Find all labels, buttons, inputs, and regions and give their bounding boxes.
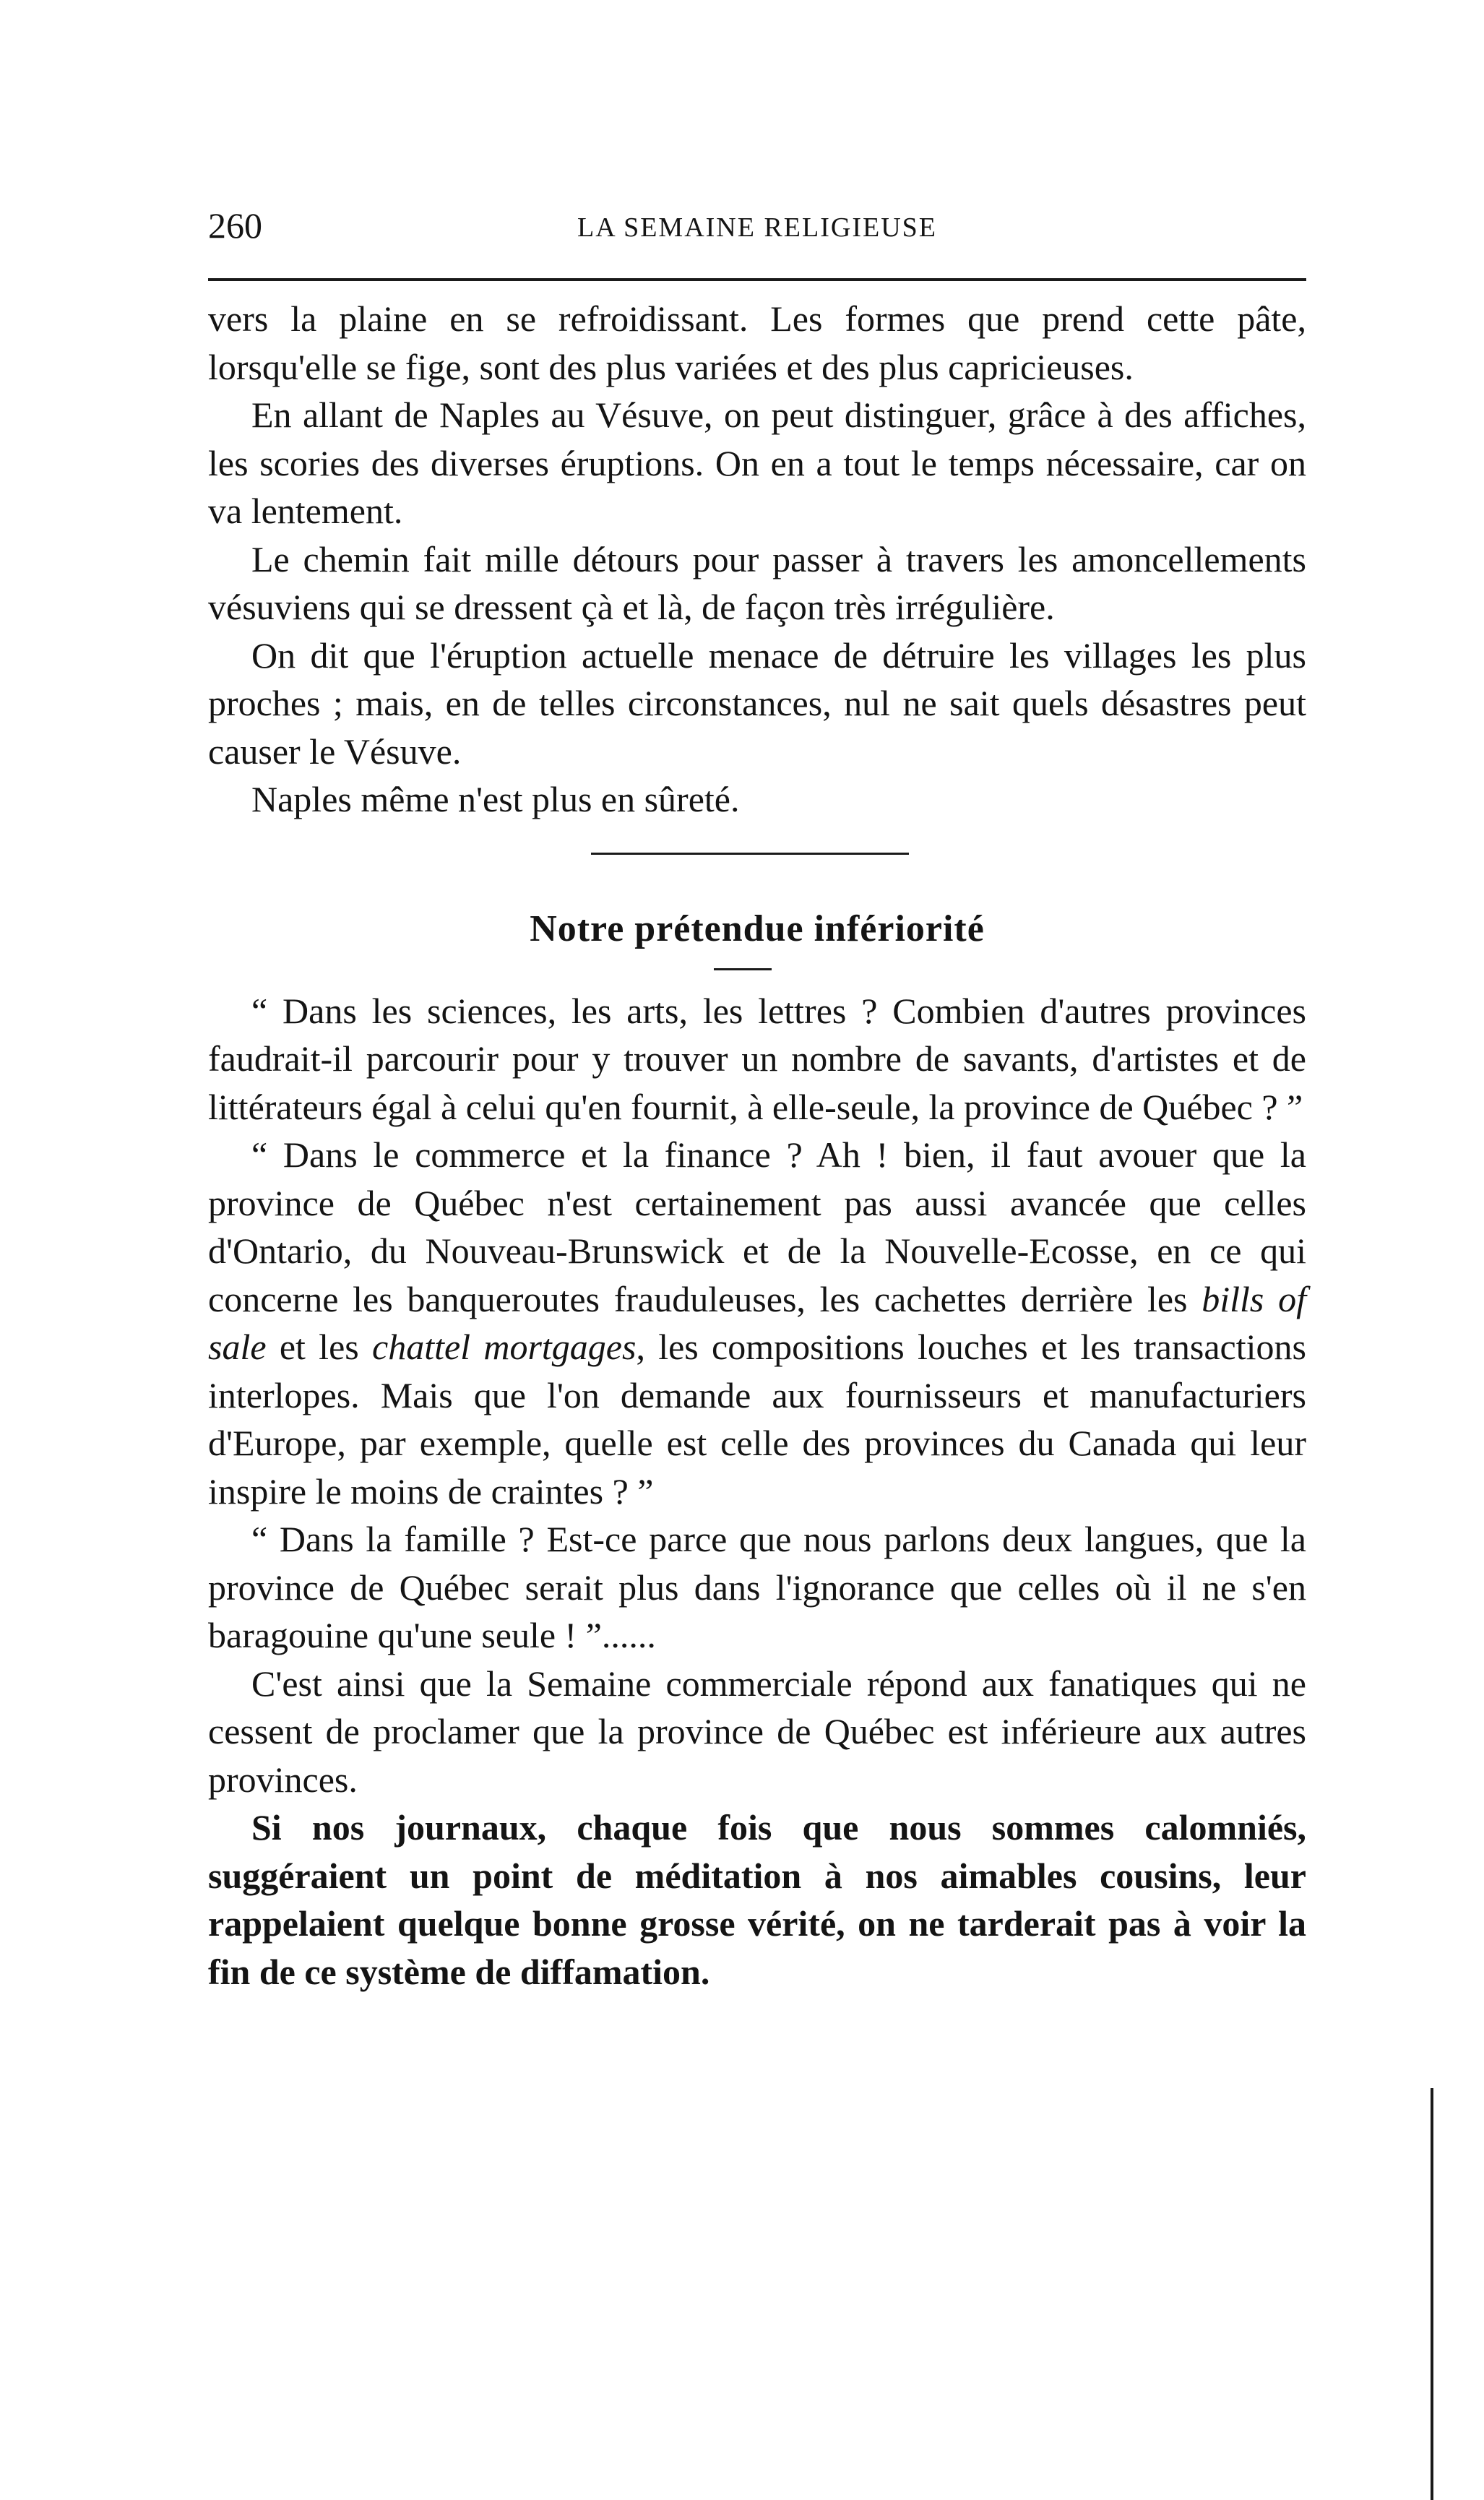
page-number: 260 <box>208 205 262 246</box>
paragraph: Le chemin fait mille détours pour passer à travers les amoncellements vésuviens qui se dressent çà et là, de façon très irrégulière. <box>208 538 1306 627</box>
divider-rule <box>591 853 909 855</box>
quote-paragraph: “ Dans la famille ? Est-ce parce que nous parlons deux langues, que la province de Québec serait plus dans l'ignorance que celles où il ne s'en baragouine qu'une seule ! ”...... <box>208 1519 1306 1655</box>
article-title: Notre prétendue infériorité <box>530 908 985 949</box>
italic-phrase: chattel mortgages <box>372 1327 637 1367</box>
page-header <box>208 204 1306 254</box>
paragraph: On dit que l'éruption actuelle menace de détruire les villages les plus proches ; mais, en de telles circonstances, nul ne sait quels désastres peut causer le Vésuve. <box>208 634 1306 772</box>
paragraph-continuation: vers la plaine en se refroidissant. Les formes que prend cette pâte, lorsqu'elle se fige, sont des plus variées et des plus capricieuses. <box>208 298 1306 387</box>
paragraph: C'est ainsi que la Semaine commerciale répond aux fanatiques qui ne cessent de proclamer que la province de Québec est inférieure aux autres provinces. <box>208 1663 1306 1800</box>
paragraph: En allant de Naples au Vésuve, on peut distinguer, grâce à des affiches, les scories des diverses éruptions. On en a tout le temps nécessaire, car on va lentement. <box>208 395 1306 531</box>
section-divider <box>208 824 1306 896</box>
quote-paragraph: “ Dans le commerce et la finance ? Ah ! bien, il faut avouer que la province de Québec n'est certainement pas aussi avancée que celles d'Ontario, du Nouveau-Brunswick et de la Nouvelle-Ecosse, en ce qui concerne les banqueroutes frauduleuses, les cachettes derrière les bills of sale et les chattel mortgages, les compositions louches et les transactions interlopes. Mais que l'on demande aux fournisseurs et manufacturiers d'Europe, par exemple, quelle est celle des provinces du Canada qui leur inspire le moins de craintes ? ” <box>208 1134 1307 1512</box>
body-text <box>208 295 1306 1996</box>
paragraph: Naples même n'est plus en sûreté. <box>251 779 740 819</box>
title-rule <box>208 955 1306 987</box>
header-rule <box>208 278 1306 281</box>
quote-paragraph: “ Dans les sciences, les arts, les lettres ? Combien d'autres provinces faudrait-il parcourir pour y trouver un nombre de savants, d'artistes et de littérateurs égal à celui qu'en fournit, à elle-seule, la province de Québec ? ” <box>208 990 1306 1127</box>
italic-phrase: bills of sale <box>208 1278 1307 1367</box>
running-title: LA SEMAINE RELIGIEUSE <box>577 212 937 243</box>
margin-scan-bar <box>1431 2088 1433 2500</box>
closing-paragraph: Si nos journaux, chaque fois que nous sommes calomniés, suggéraient un point de méditation à nos aimables cousins, leur rappelaient quelque bonne grosse vérité, on ne tarderait pas à voir la fin de ce système de diffamation. <box>208 1807 1306 1992</box>
